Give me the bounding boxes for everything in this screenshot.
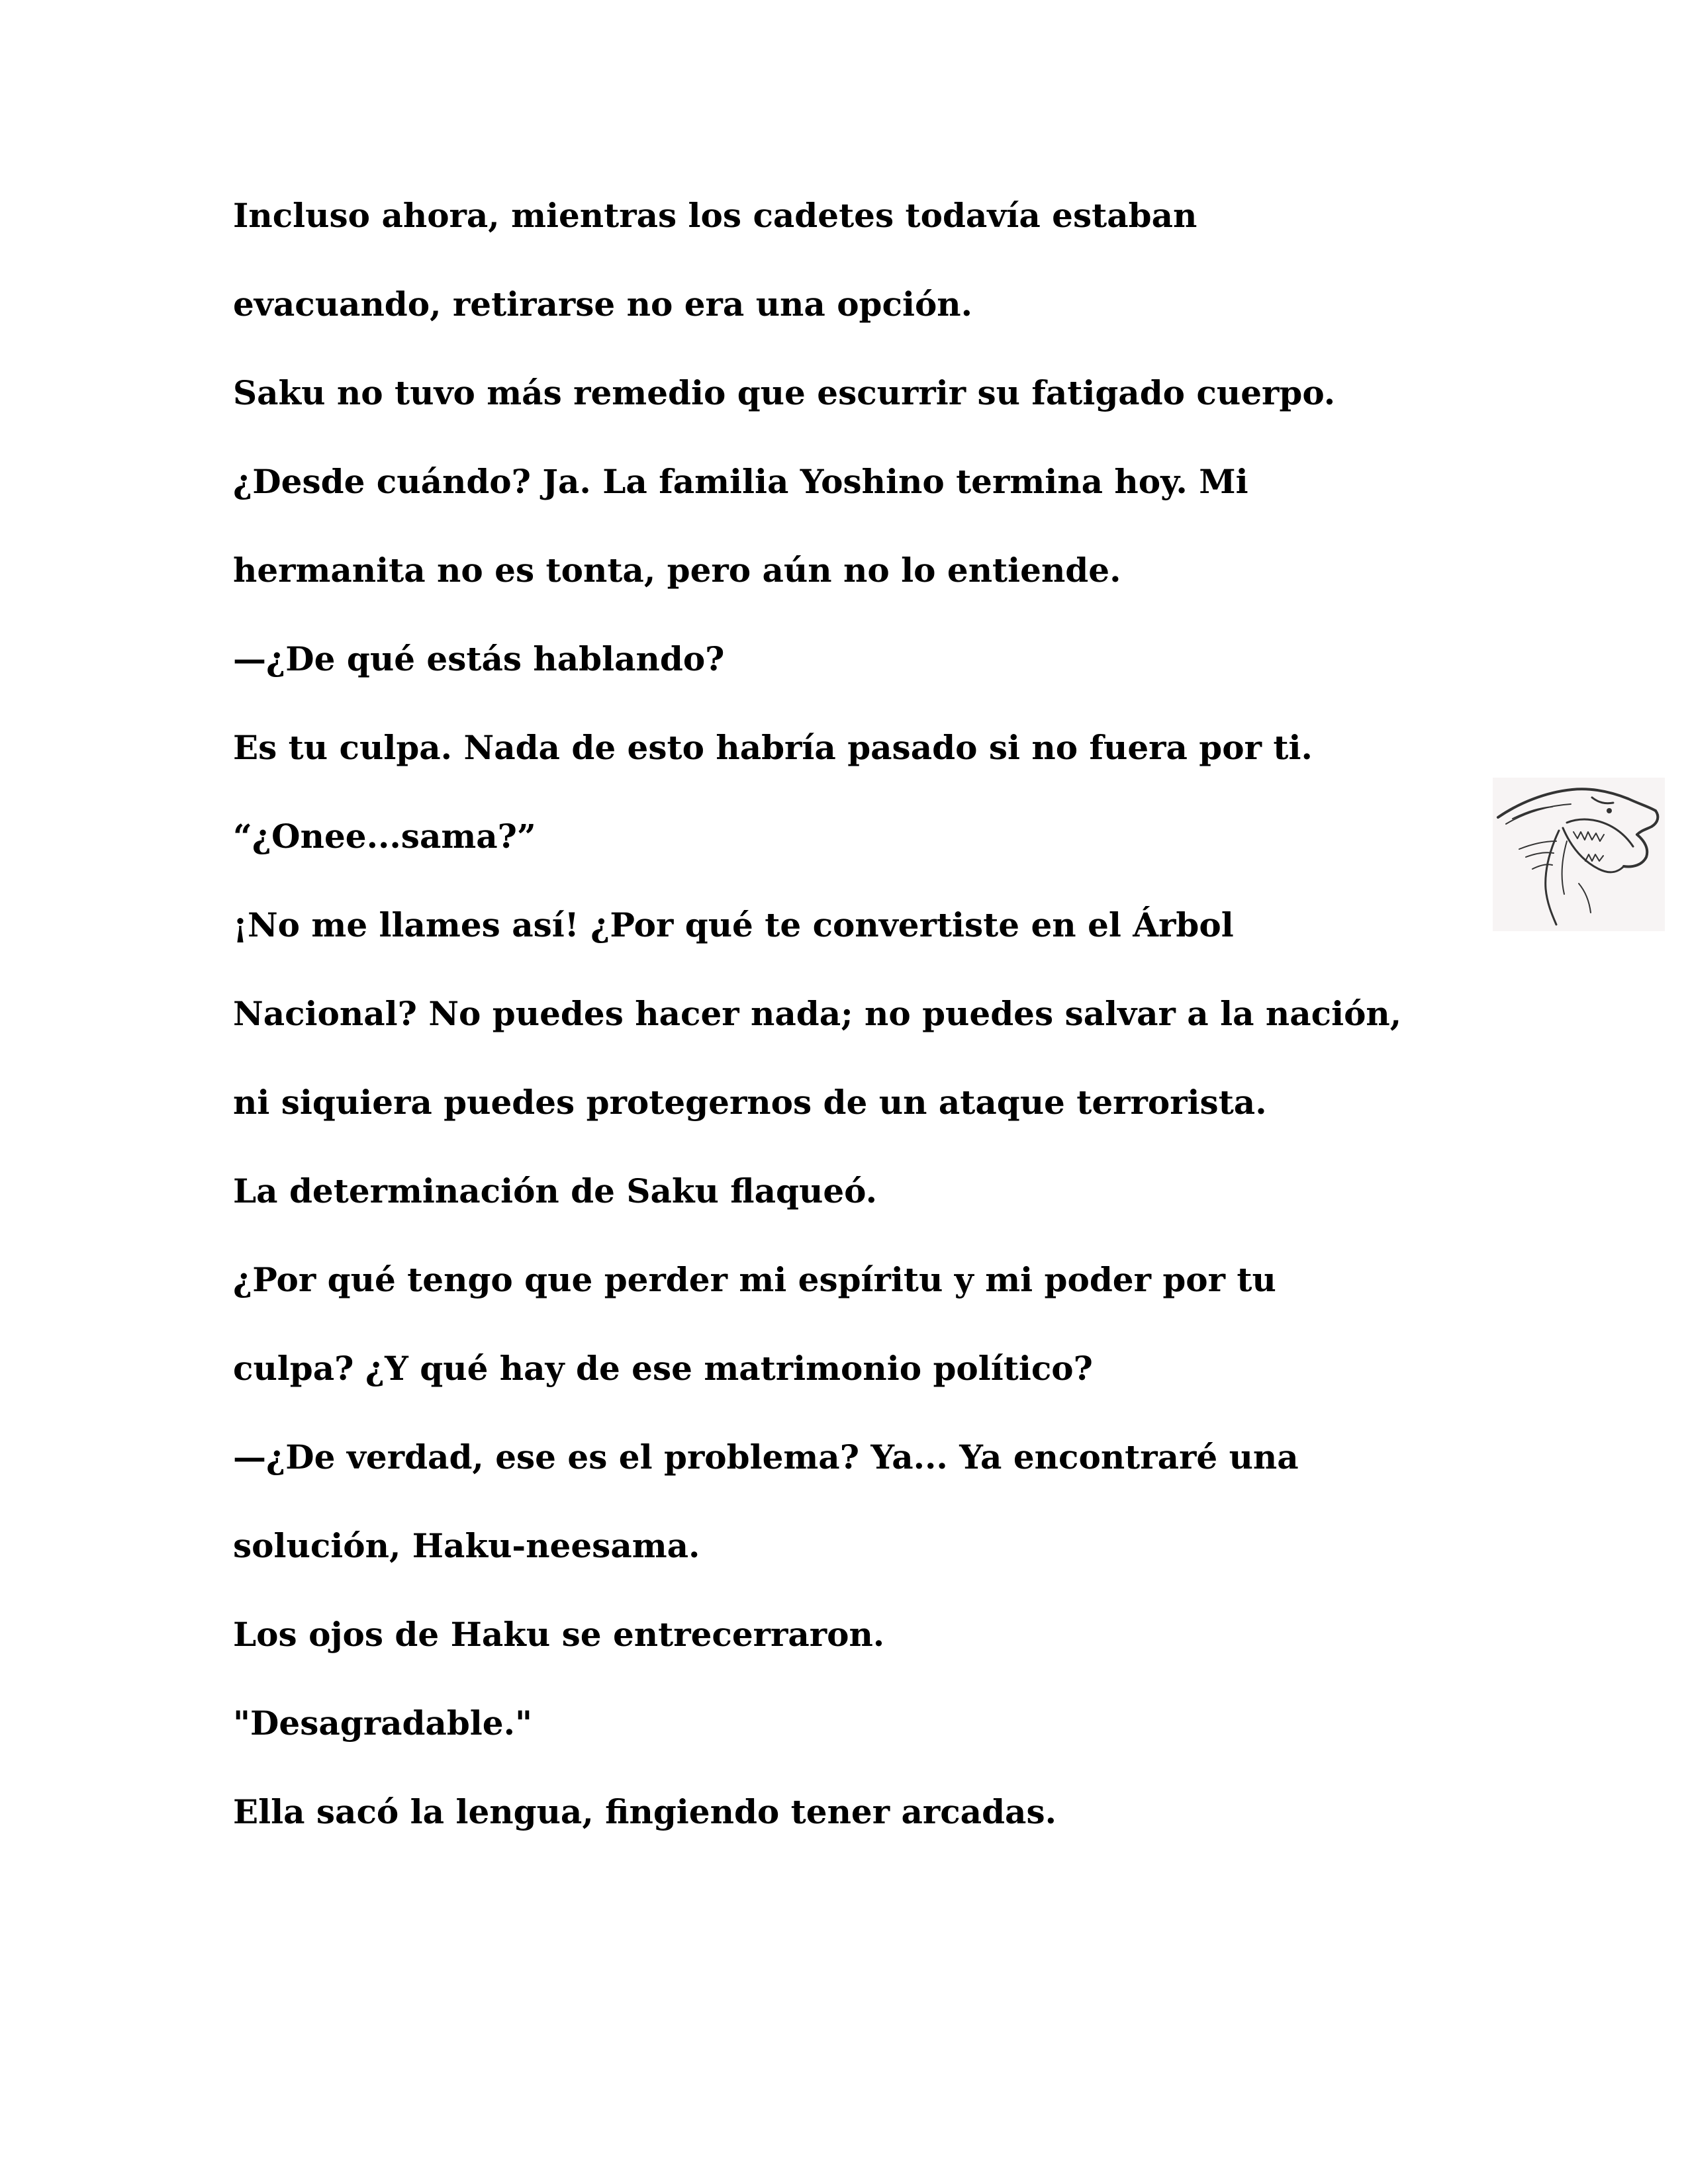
text-line-10: Nacional? No puedes hacer nada; no puedes salvar a la nación,: [233, 994, 1402, 1033]
text-line-16: solución, Haku-neesama.: [233, 1526, 700, 1565]
text-line-11: ni siquiera puedes protegernos de un ataque terrorista.: [233, 1083, 1267, 1122]
text-line-9: ¡No me llames así! ¿Por qué te convertiste en el Árbol: [233, 905, 1234, 944]
text-line-3: Saku no tuvo más remedio que escurrir su fatigado cuerpo.: [233, 373, 1336, 412]
body-text: [233, 191, 1524, 1876]
text-line-1: Incluso ahora, mientras los cadetes todavía estaban: [233, 196, 1197, 235]
text-line-13: ¿Por qué tengo que perder mi espíritu y mi poder por tu: [233, 1260, 1276, 1299]
text-line-2: evacuando, retirarse no era una opción.: [233, 285, 973, 324]
text-line-6: —¿De qué estás hablando?: [233, 639, 725, 678]
text-line-17: Los ojos de Haku se entrecerraron.: [233, 1615, 885, 1654]
text-line-18: "Desagradable.": [233, 1704, 533, 1743]
text-line-7: Es tu culpa. Nada de esto habría pasado si no fuera por ti.: [233, 728, 1313, 767]
text-line-19: Ella sacó la lengua, fingiendo tener arcadas.: [233, 1792, 1056, 1831]
text-line-15: —¿De verdad, ese es el problema? Ya... Ya encontraré una: [233, 1437, 1299, 1477]
text-line-5: hermanita no es tonta, pero aún no lo entiende.: [233, 551, 1121, 590]
dinosaur-head-sketch-icon: [1493, 778, 1665, 931]
text-line-4: ¿Desde cuándo? Ja. La familia Yoshino termina hoy. Mi: [233, 462, 1248, 501]
text-line-12: La determinación de Saku flaqueó.: [233, 1171, 878, 1210]
text-line-8: “¿Onee...sama?”: [233, 817, 536, 856]
text-line-14: culpa? ¿Y qué hay de ese matrimonio político?: [233, 1349, 1093, 1388]
